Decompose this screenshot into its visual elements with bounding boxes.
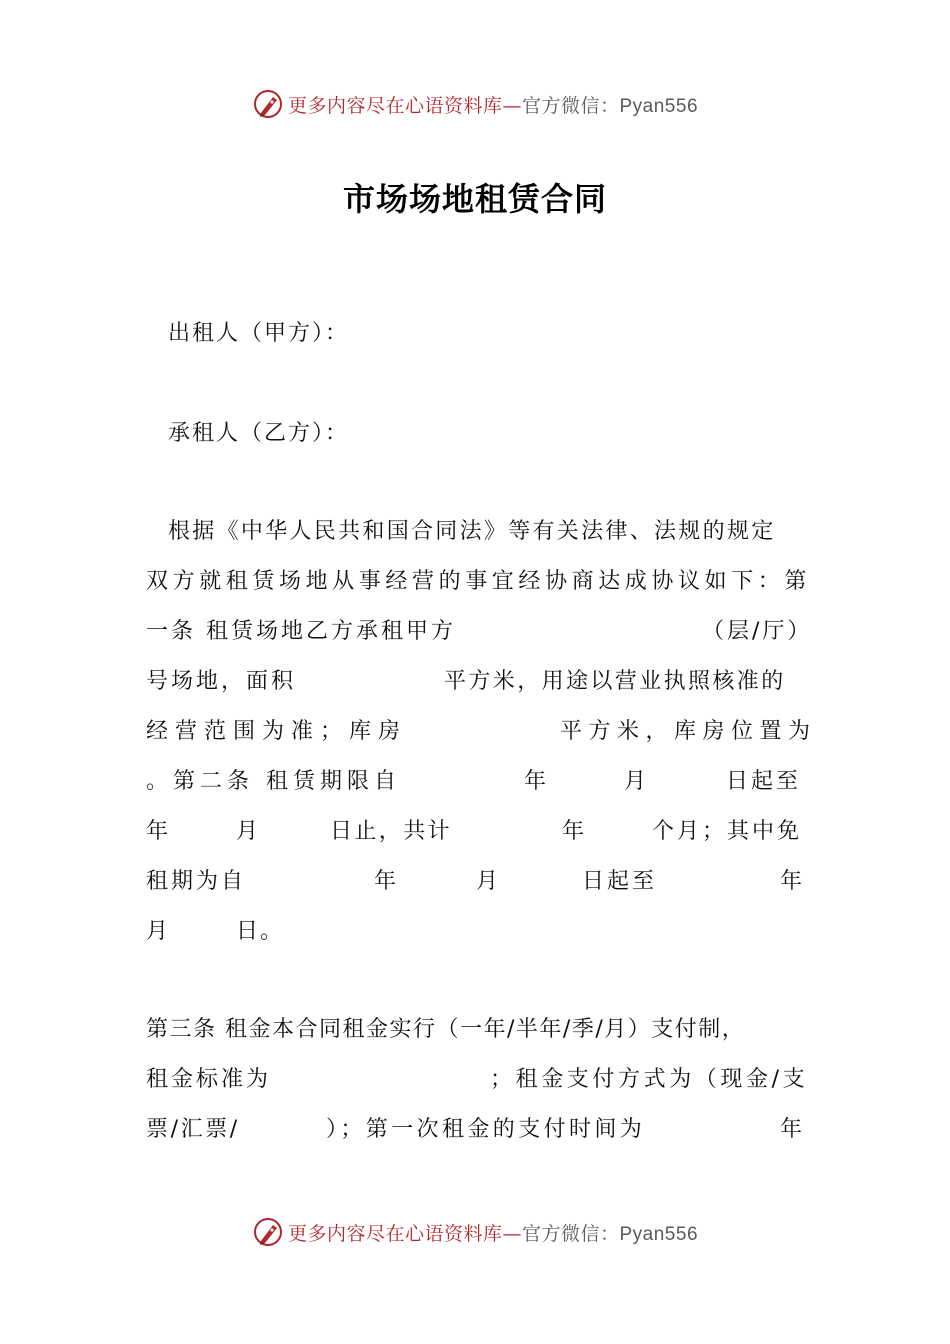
- text-segment: 平方米，用途以营业执照核准的: [444, 669, 786, 694]
- text-segment: （层/厅）: [702, 619, 813, 644]
- text-segment: ；租金支付方式为（现金/支: [490, 1067, 809, 1092]
- text-segment: 租期为自: [146, 869, 247, 894]
- banner-site-text: 更多内容尽在心语资料库—: [287, 94, 522, 117]
- text-segment: 。第二条 租赁期限自: [146, 769, 401, 794]
- header-banner: [0, 84, 950, 124]
- body-line-8: [146, 864, 806, 896]
- text-segment: 日。: [236, 919, 285, 944]
- lessee-line: 承租人（乙方）：: [168, 421, 350, 446]
- body-line-5: [146, 714, 817, 746]
- text-segment: 月: [476, 869, 499, 894]
- text-segment: 平方米，库房位置为: [560, 719, 817, 744]
- text-segment: 票/汇票/: [146, 1117, 240, 1142]
- document-title: 市场场地租赁合同: [342, 180, 607, 218]
- banner-site-text: 更多内容尽在心语资料库—: [287, 1222, 522, 1245]
- text-segment: 双方就租赁场地从事经营的事宜经协商达成协议如下：第: [146, 569, 812, 594]
- text-segment: 根据《中华人民共和国合同法》等有关法律、法规的规定: [168, 519, 776, 544]
- body-line-6: [146, 764, 806, 796]
- text-segment: 年: [562, 819, 585, 844]
- lessor-line: 出租人（甲方）：: [168, 321, 350, 346]
- text-segment: ）；第一次租金的支付时间为: [326, 1117, 646, 1142]
- banner-wechat-label: 官方微信：: [521, 1222, 620, 1245]
- banner-text: [288, 1219, 698, 1246]
- text-segment: 年: [524, 769, 547, 794]
- body-line-11: [146, 1062, 809, 1094]
- banner-wechat-id: Pyan556: [619, 95, 699, 117]
- banner-wechat-id: Pyan556: [619, 1223, 699, 1245]
- text-segment: 号场地，面积: [146, 669, 297, 694]
- body-line-3: [146, 614, 813, 646]
- text-segment: 年: [146, 819, 169, 844]
- text-segment: 月: [236, 819, 259, 844]
- body-line-7: [146, 814, 806, 846]
- text-segment: 日止，共计: [330, 819, 453, 844]
- text-segment: 日起至: [582, 869, 658, 894]
- text-segment: 经营范围为准；库房: [146, 719, 408, 744]
- text-segment: 一条 租赁场地乙方承租甲方: [146, 619, 456, 644]
- text-segment: 日起至: [726, 769, 802, 794]
- banner-text: [288, 91, 698, 118]
- body-line-4: [146, 664, 806, 696]
- text-segment: 第三条 租金本合同租金实行（一年/半年/季/月）支付制，: [146, 1017, 746, 1042]
- text-segment: 月: [624, 769, 647, 794]
- pen-nib-logo-icon: [252, 88, 284, 120]
- footer-banner: [0, 1212, 950, 1252]
- body-line-10: [146, 1012, 806, 1044]
- banner-wechat-label: 官方微信：: [521, 94, 620, 117]
- text-segment: 年: [780, 869, 803, 894]
- text-segment: 个月；其中免: [652, 819, 803, 844]
- body-line-1: [146, 514, 806, 546]
- pen-nib-logo-icon: [252, 1216, 284, 1248]
- body-line-2: [146, 564, 812, 596]
- text-segment: 年: [374, 869, 397, 894]
- body-line-9: [146, 914, 806, 946]
- text-segment: 租金标准为: [146, 1067, 272, 1092]
- text-segment: 月: [146, 919, 169, 944]
- text-segment: 年: [780, 1117, 803, 1142]
- body-line-12: [146, 1112, 806, 1144]
